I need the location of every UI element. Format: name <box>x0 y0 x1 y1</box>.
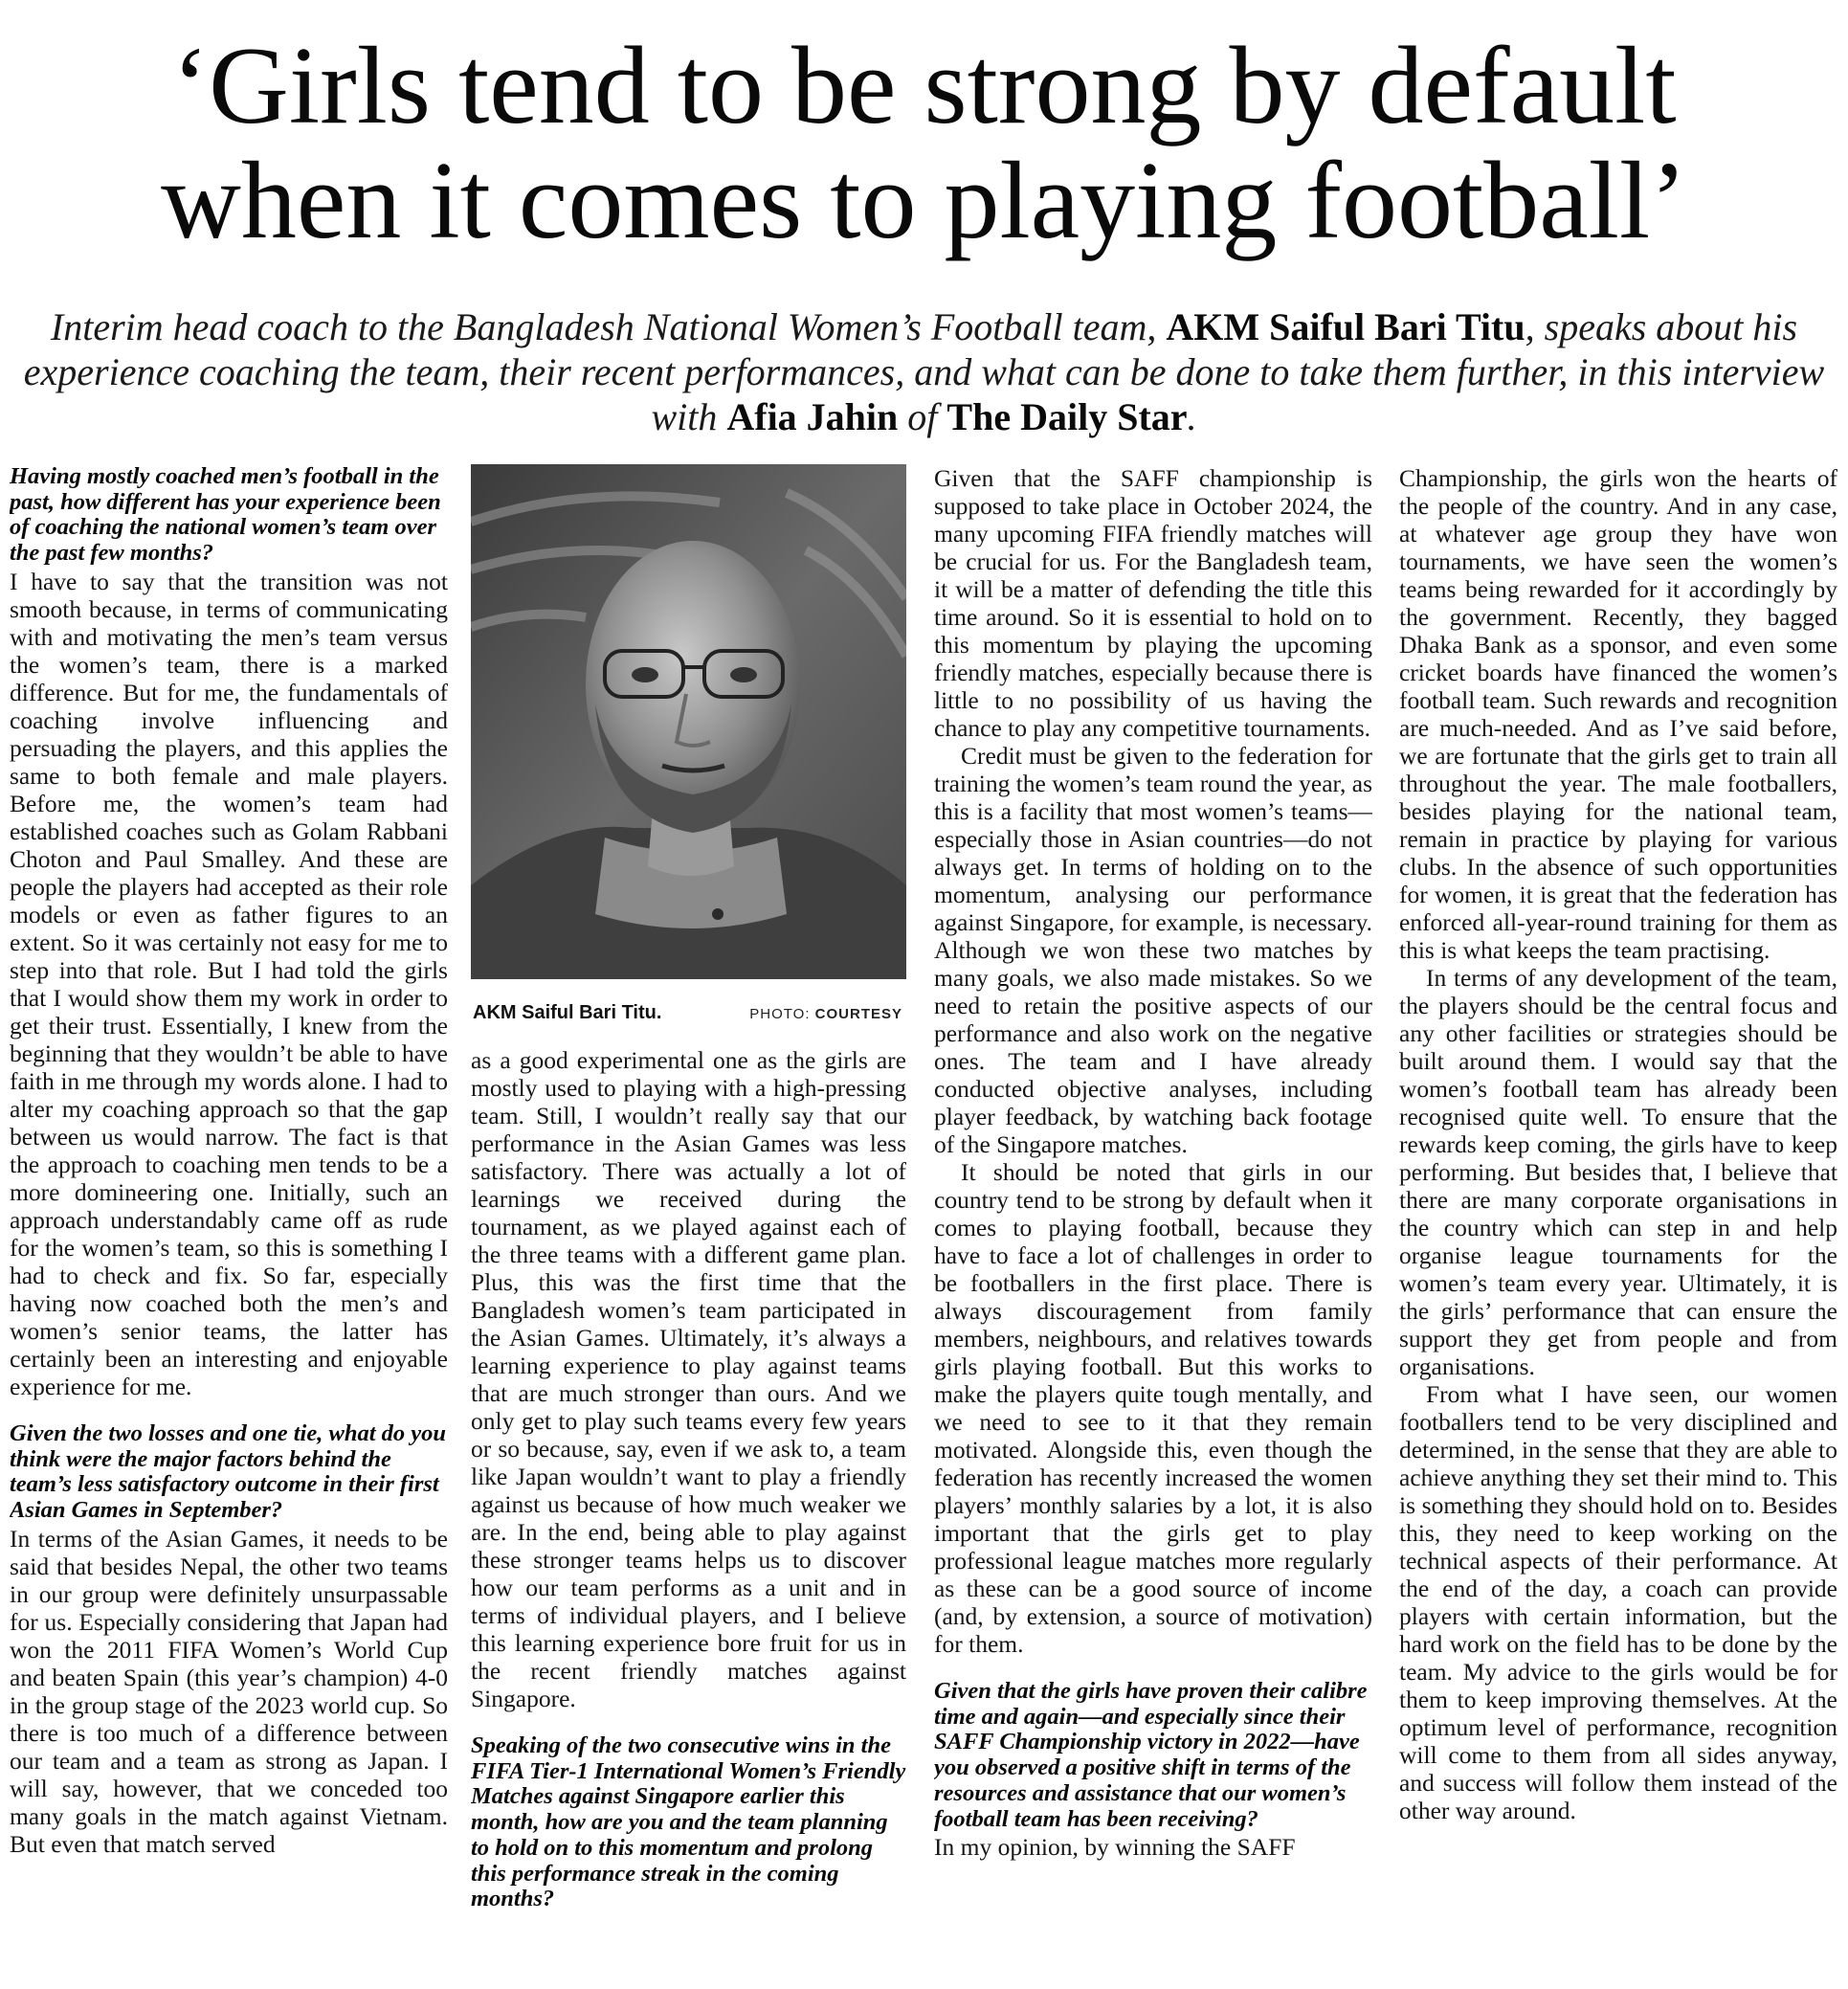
photo-caption <box>471 979 906 1046</box>
column-3 <box>934 464 1372 1972</box>
coach-portrait-image <box>471 464 906 979</box>
answer-4-part-2: Championship, the girls won the hearts of the people of the country. And in any case, at whatever age group they have won tournaments, we have seen the women’s teams being rewarded for it accordingly by the government. Recently, they bagged Dhaka Bank as a sponsor, and even some cricket boards have financed the women’s football team. Such rewards and recognition are much-needed. And as I’ve said before, we are fortunate that the girls get to train all throughout the year. The male footballers, besides playing for the national team, remain in practice by playing for various clubs. In the absence of such opportunities for women, it is great that the federation has enforced all-year-round training for them as this is what keeps the team practising. <box>1399 464 1837 964</box>
answer-3-para-2: Credit must be given to the federation for training the women’s team round the year, as this is a facility that most women’s teams—especially those in Asian countries—do not always get. In terms of holding on to the momentum, analysing our performance against Singapore, for example, is necessary. Although we won these two matches by many goals, we also made mistakes. So we need to retain the positive aspects of our performance and also work on the negative ones. The team and I have already conducted objective analyses, including player feedback, by watching back footage of the Singapore matches. <box>934 742 1372 1158</box>
answer-1: I have to say that the transition was not smooth because, in terms of communicating with and motivating the men’s team versus the women’s team, there is a marked difference. But for me, the fundamentals of coaching involve influencing and persuading the players, and this applies the same to both female and male players. Before me, the women’s team had established coaches such as Golam Rabbani Choton and Paul Smalley. And these are people the players had accepted as their role models or even as father figures to an extent. So it was certainly not easy for me to step into that role. But I had told the girls that I would show them my work in order to get their trust. Essentially, I knew from the beginning that they wouldn’t be able to have faith in me through my words alone. I had to alter my coaching approach so that the gap between us would narrow. The fact is that the approach to coaching men tends to be a more domineering one. Initially, such an approach understandably came off as rude for the women’s team, so this is something I had to check and fix. So far, especially having now coached both the men’s and women’s senior teams, the latter has certainly been an interesting and enjoyable experience for me. <box>10 567 448 1400</box>
headline-line-2: when it comes to playing football’ <box>161 140 1687 262</box>
answer-4-para-3: From what I have seen, our women footballers tend to be very disciplined and determined, in the sense that they are able to achieve anything they set their mind to. This is something they should hold on to. Besides this, they need to keep working on the technical aspects of their performance. At the end of the day, a coach can provide players with certain information, but the hard work on the field has to be done by the team. My advice to the girls would be for them to keep improving themselves. At the optimum level of performance, recognition will come to them from all sides anyway, and success will follow them instead of the other way around. <box>1399 1380 1837 1824</box>
photo-credit-source: COURTESY <box>814 1006 902 1022</box>
question-4: Given that the girls have proven their calibre time and again—and especially since their SAFF Championship victory in 2022—have you observed a positive shift in terms of the resources and assistance that our women’s football team has been receiving? <box>934 1678 1368 1832</box>
photo-credit <box>749 1006 904 1022</box>
standfirst-text-3: of <box>898 395 947 438</box>
column-1 <box>10 464 448 1972</box>
question-1: Having mostly coached men’s football in the past, how different has your experience been of coaching the national women’s team over the past few months? <box>10 464 441 567</box>
standfirst <box>19 304 1829 439</box>
answer-4-part-1: In my opinion, by winning the SAFF <box>934 1833 1296 1862</box>
photo-credit-label: PHOTO: <box>749 1006 815 1022</box>
interviewer-name: Afia Jahin <box>726 395 899 438</box>
answer-3-para-1: Given that the SAFF championship is supposed to take place in October 2024, the many upcoming FIFA friendly matches will be crucial for us. For the Bangladesh team, it will be a matter of defending the title this time around. So it is essential to hold on to this momentum by playing the upcoming friendly matches, especially because there is little to no possibility of us having the chance to play any competitive tournaments. <box>934 464 1372 742</box>
answer-4-para-2: In terms of any development of the team, the players should be the central focus and any other facilities or strategies should be built around them. I would say that the women’s football team has already been recognised quite well. To ensure that the rewards keep coming, the girls have to keep performing. But besides that, I believe that there are many corporate organisations in the country which can step in and help organise league tournaments for the women’s team every year. Ultimately, it is the girls’ performance that can ensure the support they get from people and from organisations. <box>1399 964 1837 1380</box>
caption-name: AKM Saiful Bari Titu. <box>473 1002 662 1023</box>
column-2 <box>471 464 906 1972</box>
publication-name: The Daily Star <box>946 395 1188 438</box>
standfirst-text-4: . <box>1187 395 1197 438</box>
standfirst-text-2: , speaks about his experience coaching the team, their recent performances, and what can be done to take them further, in this interview with <box>23 305 1825 438</box>
standfirst-text-1: Interim head coach to the Bangladesh National Women’s Football team, <box>50 305 1167 348</box>
coach-photo <box>471 464 906 979</box>
headline-line-1: ‘Girls tend to be strong by default <box>171 25 1677 147</box>
answer-3-para-3: It should be noted that girls in our country tend to be strong by default when it comes to playing football, because they have to face a lot of challenges in order to be footballers in the first place. There is always discouragement from family members, neighbours, and relatives towards girls playing football. But this works to make the players quite tough mentally, and we need to see to it that they remain motivated. Alongside this, even though the federation has recently increased the women players’ monthly salaries by a lot, it is also important that the girls get to play professional league matches more regularly as these can be a good source of income (and, by extension, a source of motivation) for them. <box>934 1158 1372 1658</box>
coach-name: AKM Saiful Bari Titu <box>1166 305 1525 348</box>
answer-2-part-2: as a good experimental one as the girls are mostly used to playing with a high-pressing team. Still, I wouldn’t really say that our performance in the Asian Games was less satisfactory. There was actually a lot of learnings we received during the tournament, as we played against each of the three teams with a different game plan. Plus, this was the first time that the Bangladesh women’s team participated in the Asian Games. Ultimately, it’s always a learning experience to play against teams that are much stronger than ours. And we only get to play such teams every few years or so because, say, even if we ask to, a team like Japan wouldn’t want to play a friendly against us because of how much weaker we are. In the end, being able to play against these stronger teams helps us to discover how our team performs as a unit and in terms of individual players, and I believe this learning experience bore fruit for us in the recent friendly matches against Singapore. <box>471 1046 906 1712</box>
headline <box>0 25 1848 262</box>
column-4 <box>1399 464 1837 1972</box>
question-2: Given the two losses and one tie, what do you think were the major factors behind the team’s less satisfactory outcome in their first Asian Games in September? <box>10 1419 447 1523</box>
question-3: Speaking of the two consecutive wins in the FIFA Tier-1 International Women’s Friendly Matches against Singapore earlier this month, how are you and the team planning to hold on to this momentum and prolong this performance streak in the coming months? <box>471 1732 906 1912</box>
answer-2-part-1: In terms of the Asian Games, it needs to be said that besides Nepal, the other two teams in our group were definitely unsurpassable for us. Especially considering that Japan had won the 2011 FIFA Women’s World Cup and beaten Spain (this year’s champion) 4-0 in the group stage of the 2023 world cup. So there is too much of a difference between our team and a team as strong as Japan. I will say, however, that we conceded too many goals in the match against Vietnam. But even that match served <box>10 1524 448 1858</box>
